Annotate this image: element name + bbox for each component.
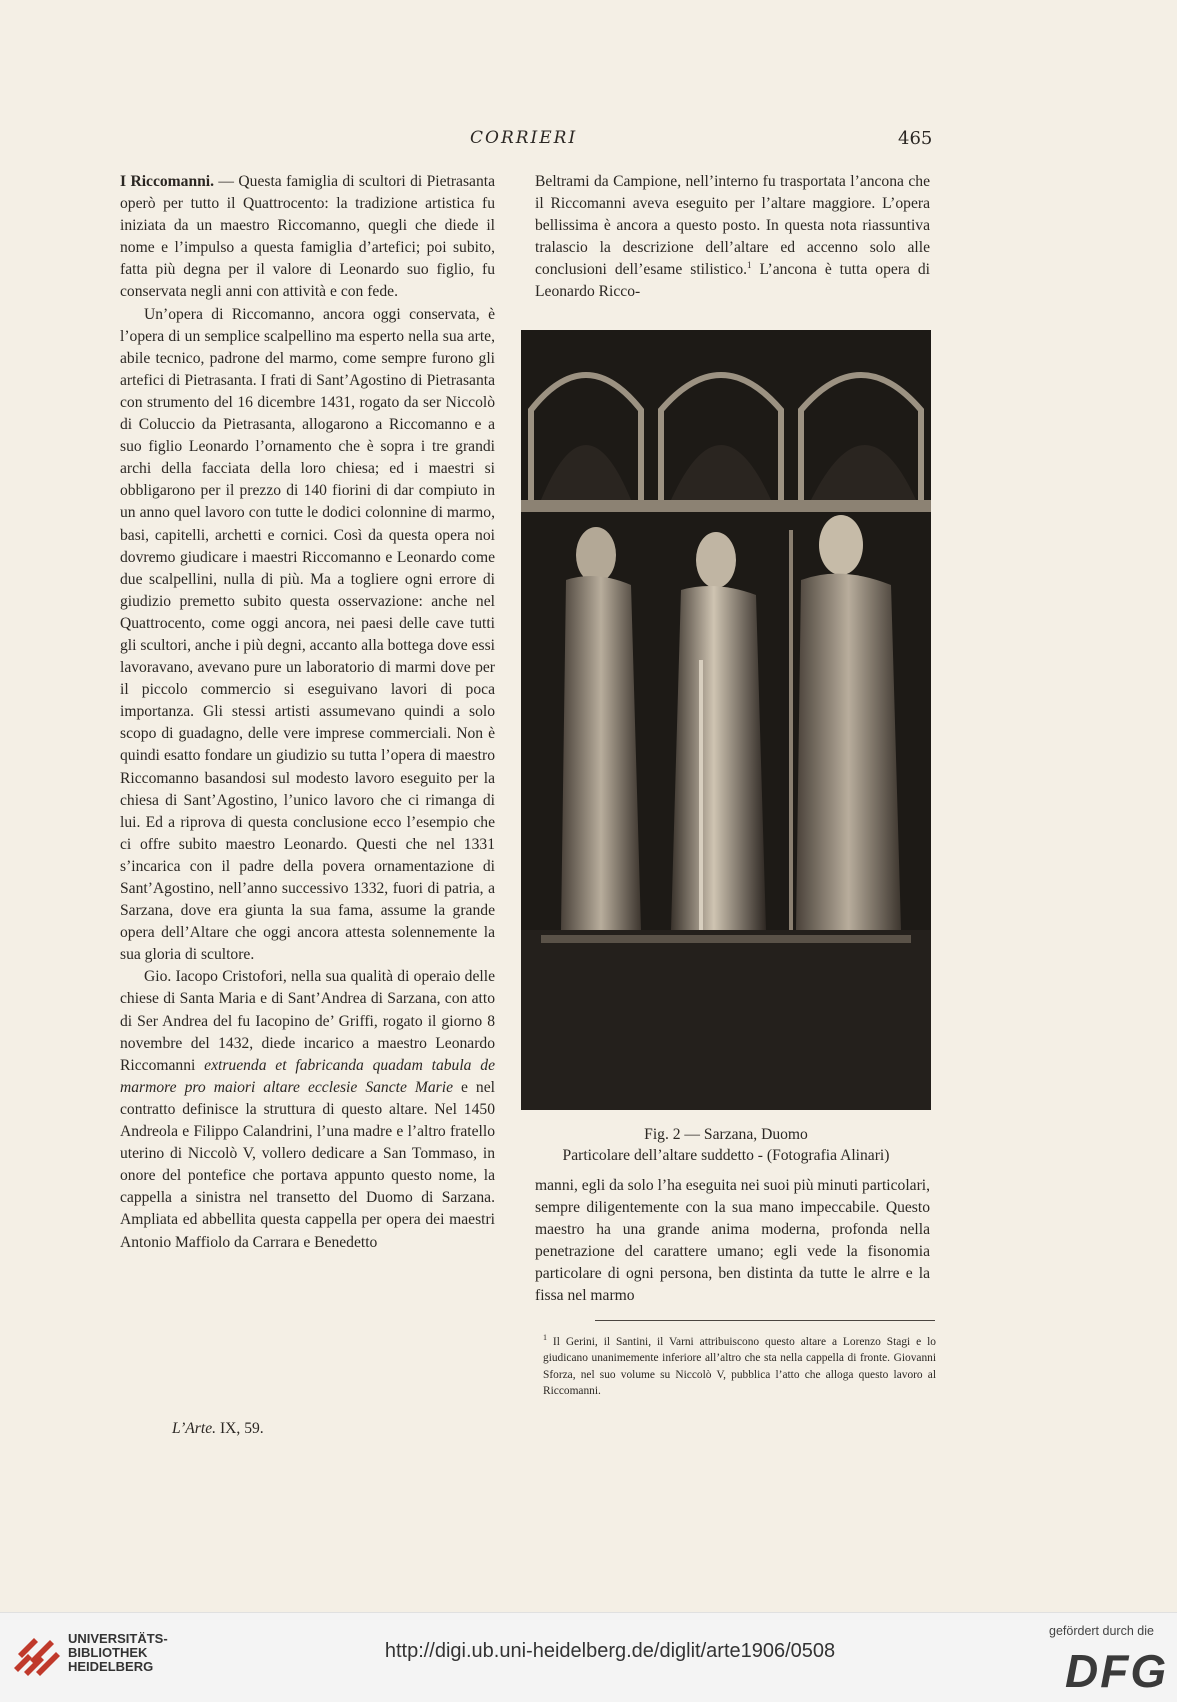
footnote-divider [595,1320,935,1321]
caption-line-2: Particolare dell’altare suddetto - (Fotografia Alinari) [562,1147,890,1164]
paragraph-3 [120,966,495,1253]
journal-title: L’Arte. [172,1420,217,1437]
journal-volume: IX, 59. [216,1420,264,1437]
altar-photograph [521,330,931,1110]
figure-left [561,527,641,930]
library-line-3: HEIDELBERG [68,1659,154,1674]
page-number: 465 [898,128,933,149]
permalink-url[interactable]: http://digi.ub.uni-heidelberg.de/diglit/arte1906/0508 [384,1640,836,1662]
ub-heidelberg-logo-icon[interactable] [10,1624,66,1680]
right-column-top [535,171,930,304]
journal-signature [172,1420,264,1438]
caption-line-1: Fig. 2 — Sarzana, Duomo [644,1126,808,1143]
altar-sculpture-image [521,330,931,1110]
footnote-reference[interactable]: 1 [747,260,752,271]
library-name[interactable] [68,1632,168,1674]
running-title: CORRIERI [470,128,578,148]
footnote-number: 1 [543,1333,547,1342]
left-column [120,171,495,1254]
figure-caption [520,1124,932,1166]
paragraph-3-text-a: Gio. Iacopo Cristofori, nella sua qualità di operaio delle chiese di Santa Maria e di Sant’Andrea di Sarzana, con atto di Ser Andrea del fu Iacopino de’ Griffi, rogato il giorno 8 novembre del 1432, diede incarico a maestro Leonardo Riccomanni [120,968,495,1074]
figure-center [671,532,766,970]
right-column-bottom [535,1175,930,1308]
library-line-2: BIBLIOTHEK [68,1645,148,1660]
library-line-1: UNIVERSITÄTS- [68,1631,168,1646]
dfg-logo[interactable]: DFG [1065,1645,1169,1697]
right-top-text: Beltrami da Campione, nell’interno fu trasportata l’ancona che il Riccomanni aveva eseguito per l’altare maggiore. L’opera bellissima è ancora a questo posto. In questa nota riassuntiva tralascio la descrizione dell’altare ed accenno solo alle conclusioni dell’esame stilistico. [535,173,930,279]
paragraph-1-text: — Questa famiglia di scultori di Pietrasanta operò per tutto il Quattrocento: la tradizione artistica fu iniziata da un maestro Riccomanno, quegli che diede il nome e l’impulso a questa famiglia d’artefici; poi subito, fatta più degna per il valore di Leonardo suo figlio, fu conservata negli anni con attività e con fede. [120,173,495,301]
paragraph-2: Un’opera di Riccomanno, ancora oggi conservata, è l’opera di un semplice scalpellino ma esperto nella sua arte, abile tecnico, padrone del marmo, come sempre furono gli artefici di Pietrasanta. I frati di Sant’Agostino di Pietrasanta con strumento del 16 dicembre 1431, rogato da ser Niccolò di Coluccio da Pietrasanta, allogarono a Riccomanno e a suo figlio Leonardo l’ornamento che è sopra i tre grandi archi della facciata della loro chiesa; ed i maestri si obbligarono per il prezzo di 140 fiorini di dar compiuto in un anno quel lavoro con tutte le dodici colonnine di marmo, basi, capitelli, archetti e cornici. Così da questa opera noi dovremo giudicare i maestri Riccomanno e Leonardo come due scalpellini, nulla di più. Ma a togliere ogni errore di giudizio premetto subito questa osservazione: anche nel Quattrocento, come oggi ancora, nei paesi delle cave tutti gli scultori, anche i più degni, accanto alla bottega dove essi lavoravano, avevano pure un laboratorio di marmi dove per il piccolo commercio si eseguivano lavori di poca importanza. Gli stessi artisti assumevano quindi a solo scopo di guadagno, delle vere imprese commerciali. Non è quindi esatto fondare un giudizio su tutta l’opera di maestro Riccomanno basandosi sul modesto lavoro eseguito per la chiesa di Sant’Agostino, l’unico lavoro che ci rimanga di lui. Ed a riprova di questa conclusione ecco l’esempio che ci offre subito maestro Leonardo. Questi che nel 1331 s’incarica con il padre della povera ornamentazione di Sant’Agostino, nell’anno successivo 1332, fuori di patria, a Sarzana, dove era giunta la sua fama, assume la grande opera dell’Altare che oggi ancora attesta solennemente la sua gloria di scultore. [120,305,495,964]
right-bottom-paragraph: manni, egli da solo l’ha eseguita nei suoi più minuti particolari, sempre diligentemente con la sua mano impeccabile. Questo maestro ha una grande anima moderna, profonda nella penetrazione del carattere umano; egli vede la fisonomia particolare di ogni persona, ben distinta da tutte le alrre e la fissa nel marmo [535,1177,930,1305]
funded-by-label: gefördert durch die [1049,1624,1154,1638]
section-lead: I Riccomanni. [120,173,215,190]
paragraph-1 [120,171,495,304]
right-top-paragraph [535,171,930,304]
right-top-text-end: L’ancona è tutta opera di Leonardo Ricco- [535,261,930,301]
paragraph-3-text-b: e nel contratto definisce la struttura di questo altare. Nel 1450 Andreola e Filippo Calandrini, l’una madre e l’altro fratello uterino di Niccolò V, vollero dedicare a San Tommaso, in onore del pontefice che portava appunto questo nome, la cappella a sinistra nel transetto del Duomo di Sarzana. Ampliata ed abbellita questa cappella per opera dei maestri Antonio Maffiolo da Carrara e Benedetto [120,1078,495,1251]
footnote-text: Il Gerini, il Santini, il Varni attribuiscono questo altare a Lorenzo Stagi e lo giudicano unanimemente inferiore all’altro che sta nella cappella di fronte. Giovanni Sforza, nel suo volume su Niccolò V, pubblica l’atto che alloga questo lavoro al Riccomanni. [543,1335,936,1398]
paragraph-3-latin-quote: extruenda et fabricanda quadam tabula de marmore pro maiori altare ecclesie Sancte Marie [120,1056,495,1096]
footnote [543,1330,936,1399]
